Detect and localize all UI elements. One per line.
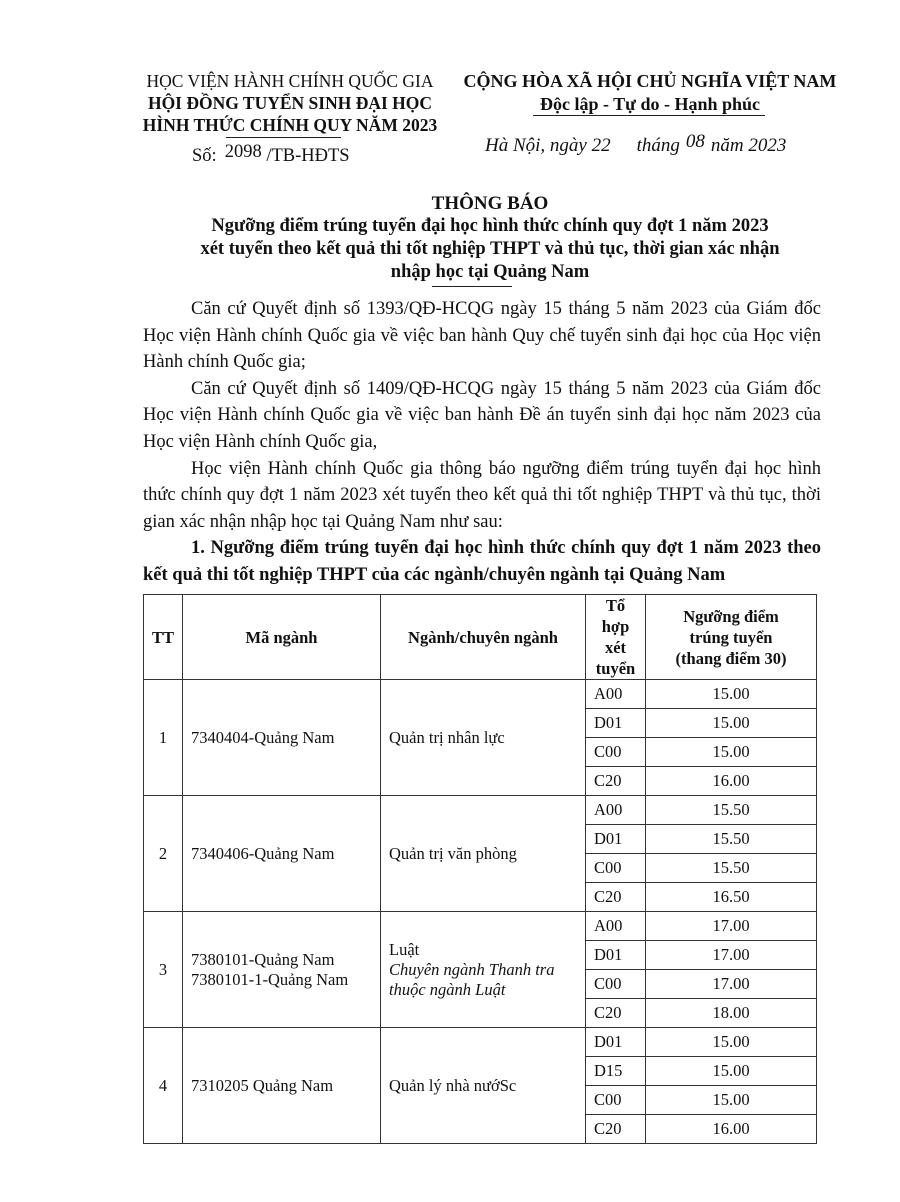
ma-nganh-code: 7340406-Quảng Nam — [191, 843, 335, 863]
announcement-intro: Học viện Hành chính Quốc gia thông báo ngưỡng điểm trúng tuyển đại học hình thức chính quy đợt 1 năm 2023 xét tuyển theo kết quả thi tốt nghiệp THPT và thủ tục, thời gian xác nhận nhập học tại Quảng Nam như sau: — [143, 458, 821, 532]
ma-nganh-code: 7380101-1-Quảng Nam — [191, 969, 349, 989]
row-nganh — [381, 912, 586, 1028]
table-body — [144, 680, 817, 1144]
table-row — [144, 796, 817, 825]
header-nguong-line: trúng tuyển — [689, 627, 773, 647]
nganh-name: Quản lý nhà nướSc — [389, 1075, 517, 1095]
combo-code: C00 — [586, 738, 646, 767]
table-row — [144, 680, 817, 709]
header-ma-nganh: Mã ngành — [183, 595, 381, 680]
notice-heading: THÔNG BÁO — [431, 193, 549, 214]
row-ma-nganh — [183, 680, 381, 796]
document-date — [485, 131, 787, 157]
combo-code: C20 — [586, 999, 646, 1028]
title-divider — [432, 286, 512, 287]
combo-code: C00 — [586, 970, 646, 999]
document-number-suffix: /TB-HĐTS — [266, 146, 350, 166]
table-row — [144, 912, 817, 941]
national-title: CỘNG HÒA XÃ HỘI CHỦ NGHĨA VIỆT NAM — [463, 71, 837, 91]
document-number-value: 2098 — [224, 142, 262, 162]
nganh-name: Quản trị nhân lực — [389, 727, 505, 747]
issuer-council: HỘI ĐỒNG TUYỂN SINH ĐẠI HỌC — [147, 93, 433, 113]
threshold-score: 15.00 — [646, 1057, 817, 1086]
threshold-score: 17.00 — [646, 941, 817, 970]
combo-code: A00 — [586, 912, 646, 941]
threshold-score: 16.00 — [646, 767, 817, 796]
ma-nganh-code: 7340404-Quảng Nam — [191, 727, 335, 747]
threshold-score: 15.00 — [646, 1028, 817, 1057]
issuer-divider — [226, 137, 341, 138]
row-nganh — [381, 680, 586, 796]
threshold-score: 16.00 — [646, 1115, 817, 1144]
threshold-score: 15.00 — [646, 709, 817, 738]
motto-divider — [533, 115, 765, 116]
issuer-program: HÌNH THỨC CHÍNH QUY NĂM 2023 — [142, 115, 438, 135]
header-tt: TT — [144, 595, 183, 680]
combo-code: C20 — [586, 883, 646, 912]
date-year: năm 2023 — [710, 135, 787, 156]
row-ma-nganh — [183, 912, 381, 1028]
header-to-hop — [586, 595, 646, 680]
nganh-name: Quản trị văn phòng — [389, 843, 517, 863]
header-to-hop-line: Tổ — [605, 596, 626, 615]
document-number-label: Số: — [192, 146, 217, 166]
row-tt: 2 — [144, 796, 183, 912]
issuer-academy: HỌC VIỆN HÀNH CHÍNH QUỐC GIA — [146, 71, 434, 91]
notice-subtitle-1: Ngưỡng điểm trúng tuyển đại học hình thức chính quy đợt 1 năm 2023 — [211, 216, 769, 236]
legal-basis-1: Căn cứ Quyết định số 1393/QĐ-HCQG ngày 15 tháng 5 năm 2023 của Giám đốc Học viện Hành chính Quốc gia về việc ban hành Quy chế tuyển sinh đại học của Học viện Hành chính Quốc gia; — [143, 299, 821, 373]
header-to-hop-line: xét — [604, 638, 627, 657]
row-nganh — [381, 1028, 586, 1144]
section-1-heading: 1. Ngưỡng điểm trúng tuyển đại học hình thức chính quy đợt 1 năm 2023 theo kết quả thi tốt nghiệp THPT của các ngành/chuyên ngành tại Quảng Nam — [143, 538, 821, 585]
threshold-score: 15.50 — [646, 825, 817, 854]
combo-code: D01 — [586, 825, 646, 854]
table-row — [144, 1028, 817, 1057]
combo-code: C20 — [586, 1115, 646, 1144]
row-tt: 1 — [144, 680, 183, 796]
threshold-score: 15.50 — [646, 796, 817, 825]
header-to-hop-line: tuyển — [595, 659, 636, 678]
combo-code: A00 — [586, 796, 646, 825]
header-to-hop-line: hợp — [601, 617, 630, 636]
threshold-score: 15.50 — [646, 854, 817, 883]
notice-title — [130, 192, 850, 284]
combo-code: A00 — [586, 680, 646, 709]
threshold-score: 18.00 — [646, 999, 817, 1028]
issuer-block — [120, 70, 460, 136]
combo-code: C00 — [586, 854, 646, 883]
row-nganh — [381, 796, 586, 912]
header-nganh: Ngành/chuyên ngành — [381, 595, 586, 680]
date-month: 08 — [685, 131, 705, 152]
combo-code: D01 — [586, 941, 646, 970]
row-ma-nganh — [183, 1028, 381, 1144]
national-motto: Độc lập - Tự do - Hạnh phúc — [539, 94, 761, 114]
date-month-label: tháng — [636, 135, 680, 156]
notice-subtitle-2: xét tuyển theo kết quả thi tốt nghiệp THPT và thủ tục, thời gian xác nhận — [200, 239, 780, 259]
nganh-name: Luật — [389, 939, 420, 959]
row-tt: 3 — [144, 912, 183, 1028]
ma-nganh-code: 7380101-Quảng Nam — [191, 949, 335, 969]
threshold-score: 17.00 — [646, 970, 817, 999]
threshold-score: 15.00 — [646, 738, 817, 767]
combo-code: C20 — [586, 767, 646, 796]
row-ma-nganh — [183, 796, 381, 912]
admission-threshold-table — [143, 594, 817, 1144]
threshold-score: 15.00 — [646, 1086, 817, 1115]
threshold-score: 17.00 — [646, 912, 817, 941]
header-nguong-diem — [646, 595, 817, 680]
combo-code: D01 — [586, 709, 646, 738]
document-number — [192, 142, 350, 167]
national-motto-block — [440, 70, 860, 116]
combo-code: C00 — [586, 1086, 646, 1115]
combo-code: D15 — [586, 1057, 646, 1086]
header-nguong-line: (thang điểm 30) — [675, 648, 787, 668]
date-place-day: Hà Nội, ngày 22 — [485, 135, 611, 156]
threshold-score: 16.50 — [646, 883, 817, 912]
notice-subtitle-3: nhập học tại Quảng Nam — [390, 262, 590, 282]
row-tt: 4 — [144, 1028, 183, 1144]
legal-basis-2: Căn cứ Quyết định số 1409/QĐ-HCQG ngày 15 tháng 5 năm 2023 của Giám đốc Học viện Hành chính Quốc gia về việc ban hành Đề án tuyển sinh đại học năm 2023 của Học viện Hành chính Quốc gia, — [143, 378, 821, 452]
notice-body — [143, 296, 821, 589]
table-header-row — [144, 595, 817, 680]
threshold-score: 15.00 — [646, 680, 817, 709]
ma-nganh-code: 7310205 Quảng Nam — [191, 1075, 334, 1095]
header-nguong-line: Ngưỡng điểm — [683, 606, 779, 626]
combo-code: D01 — [586, 1028, 646, 1057]
chuyen-nganh-name: Chuyên ngành Thanh tra thuộc ngành Luật — [389, 959, 555, 999]
